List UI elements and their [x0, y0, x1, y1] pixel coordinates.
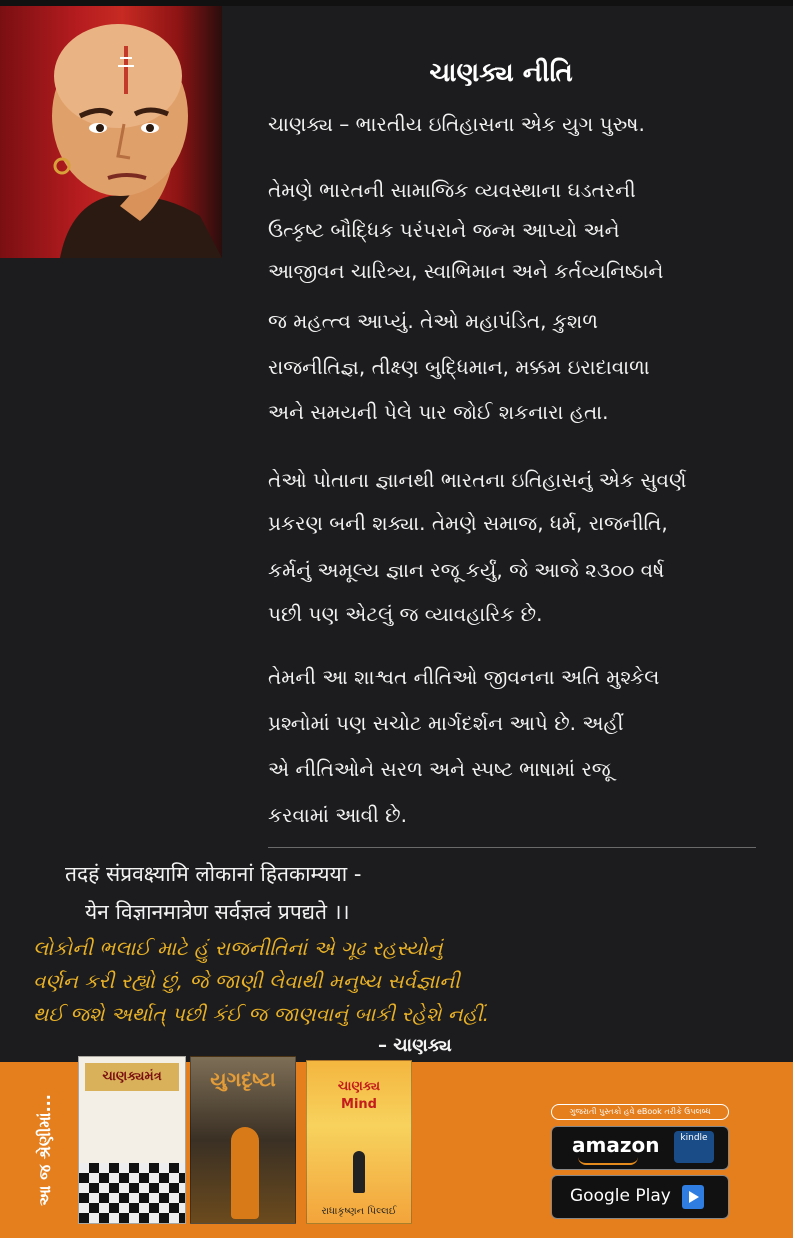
para3-line: કરવામાં આવી છે.	[268, 803, 407, 827]
quote-attribution: – ચાણક્ય	[378, 1035, 452, 1056]
para1-line: તેમણે ભારતની સામાજિક વ્યવસ્થાના ઘડતરની	[268, 178, 636, 202]
para2-line: તેઓ પોતાના જ્ઞાનથી ભારતના ઇતિહાસનું એક સુવર્ણ	[268, 468, 687, 492]
para3-line: એ નીતિઓને સરળ અને સ્પષ્ટ ભાષામાં રજૂ	[268, 757, 611, 781]
para1-line: ઉત્કૃષ્ટ બૌદ્ધિક પરંપરાને જન્મ આપ્યો અને	[268, 218, 620, 242]
para1-line: રાજનીતિજ્ઞ, તીક્ષ્ણ બુદ્ધિમાન, મક્કમ ઇરાદાવાળા	[268, 355, 650, 379]
book-subtitle: Mind	[341, 1097, 377, 1112]
person-figure-icon	[353, 1151, 365, 1193]
page-title: ચાણક્ય નીતિ	[429, 58, 573, 88]
book-title: યુગદૃષ્ટા	[210, 1067, 276, 1091]
gujarati-translation-line: થઈ જશે અર્થાત્ પછી કંઈ જ જાણવાનું બાકી રહેશે નહીં.	[33, 1002, 489, 1026]
para3-line: તેમની આ શાશ્વત નીતિઓ જીવનના અતિ મુશ્કેલ	[268, 665, 660, 689]
book-title: ચાણક્યમંત્ર	[85, 1063, 179, 1091]
google-play-book-icon	[680, 1183, 706, 1211]
ebook-availability-note: ગુજરાતી પુસ્તકો હવે eBook તરીકે ઉપલબ્ધ	[551, 1104, 729, 1120]
para2-line: કર્મનું અમૂલ્ય જ્ઞાન રજૂ કર્યું, જે આજે ૨૩૦૦ વર્ષ	[268, 558, 665, 582]
book-cover[interactable]	[306, 1060, 412, 1224]
para3-line: પ્રશ્નોમાં પણ સચોટ માર્ગદર્શન આપે છે. અહીં	[268, 711, 624, 735]
divider	[268, 847, 756, 848]
amazon-kindle-badge[interactable]	[551, 1126, 729, 1170]
book-cover[interactable]	[78, 1056, 186, 1224]
monk-figure-icon	[231, 1127, 259, 1219]
book-cover[interactable]	[190, 1056, 296, 1224]
para2-line: પછી પણ એટલું જ વ્યાવહારિક છે.	[268, 602, 543, 626]
para1-line: અને સમયની પેલે પાર જોઈ શકનારા હતા.	[268, 400, 609, 424]
series-label: આ જ શ્રેણીમાં...	[35, 1094, 54, 1206]
gujarati-translation-line: લોકોની ભલાઈ માટે હું રાજનીતિનાં એ ગૂઢ રહસ્યોનું	[33, 936, 443, 960]
intro-line: ચાણક્ય – ભારતીય ઇતિહાસના એક યુગ પુરુષ.	[268, 112, 645, 136]
amazon-smile-icon	[578, 1157, 638, 1165]
amazon-logo-text: amazon	[572, 1133, 660, 1157]
para1-line: જ મહત્ત્વ આપ્યું. તેઓ મહાપંડિત, કુશળ	[268, 309, 598, 333]
sanskrit-shloka-line: येन विज्ञानमात्रेण सर्वज्ञत्वं प्रपद्यते ।।	[85, 900, 350, 924]
portrait-illustration	[0, 6, 222, 258]
google-play-text: Google Play	[570, 1186, 671, 1206]
kindle-icon: kindle	[674, 1131, 714, 1163]
book-title: ચાણક્ય	[337, 1079, 381, 1094]
google-play-badge[interactable]	[551, 1175, 729, 1219]
chanakya-portrait	[0, 6, 222, 258]
sanskrit-shloka-line: तदहं संप्रवक्ष्यामि लोकानां हितकाम्यया -	[65, 862, 362, 886]
gujarati-translation-line: વર્ણન કરી રહ્યો છું, જે જાણી લેવાથી મનુષ્ય સર્વજ્ઞાની	[33, 969, 460, 993]
book-author: રાધાકૃષ્ણન પિલ્લઈ	[321, 1206, 397, 1217]
para1-line: આજીવન ચારિત્ર્ય, સ્વાભિમાન અને કર્તવ્યનિષ્ઠાને	[268, 259, 664, 283]
chessboard-art	[79, 1163, 185, 1223]
para2-line: પ્રકરણ બની શક્યા. તેમણે સમાજ, ધર્મ, રાજનીતિ,	[268, 511, 668, 535]
